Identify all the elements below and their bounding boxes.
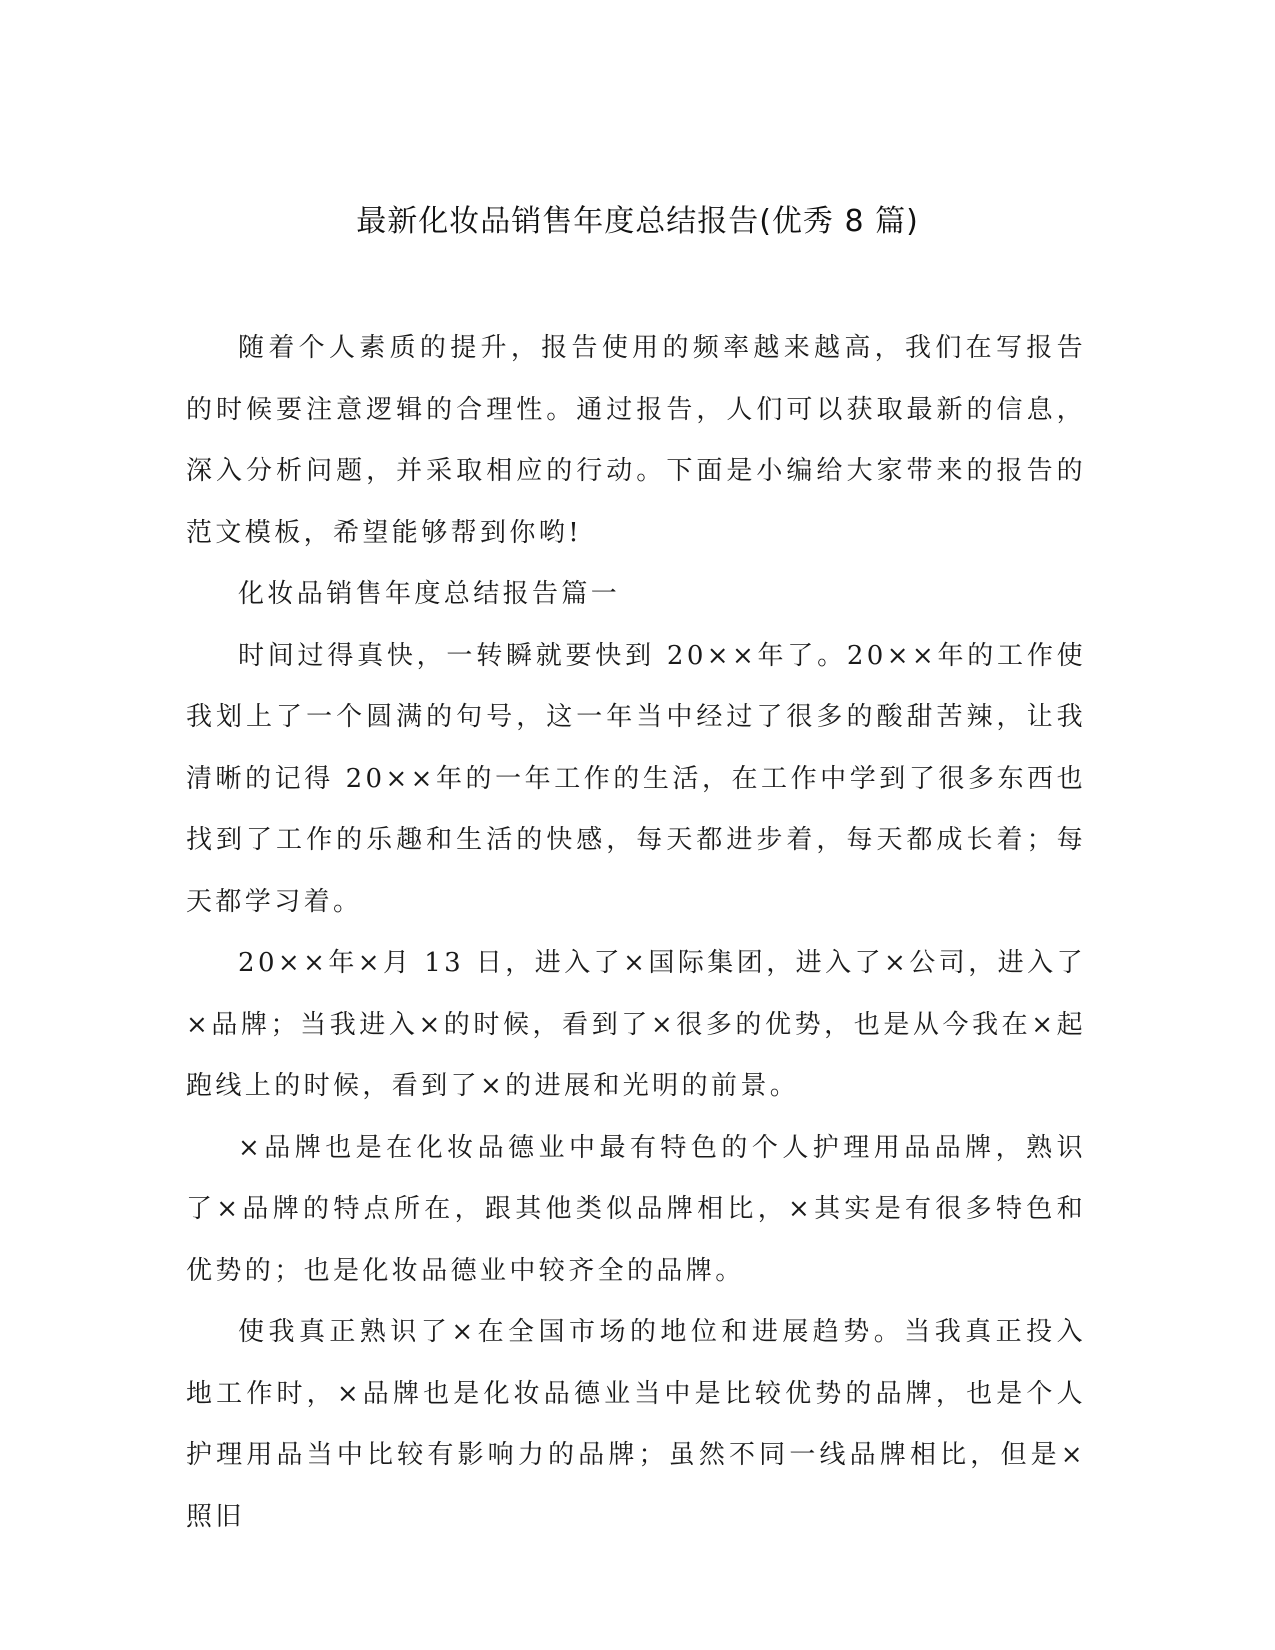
body-paragraph-1: 时间过得真快，一转瞬就要快到 20××年了。20××年的工作使我划上了一个圆满的句号，这一年当中经过了很多的酸甜苦辣，让我清晰的记得 20××年的一年工作的生活，在工作中学到了很多东西也找到了工作的乐趣和生活的快感，每天都进步着，每天都成长着；每天都学习着。: [186, 640, 1086, 917]
document-title: 最新化妆品销售年度总结报告(优秀 8 篇): [356, 204, 919, 239]
body-paragraph-4: 使我真正熟识了×在全国市场的地位和进展趋势。当我真正投入地工作时，×品牌也是化妆品德业当中是比较优势的品牌，也是个人护理用品当中比较有影响力的品牌；虽然不同一线品牌相比，但是×照旧: [186, 1317, 1086, 1532]
section-heading: 化妆品销售年度总结报告篇一: [238, 579, 621, 609]
body-paragraph-2: 20××年×月 13 日，进入了×国际集团，进入了×公司，进入了×品牌；当我进入×的时候，看到了×很多的优势，也是从今我在×起跑线上的时候，看到了×的进展和光明的前景。: [186, 948, 1086, 1101]
document-body: [186, 318, 1086, 1548]
intro-paragraph: 随着个人素质的提升，报告使用的频率越来越高，我们在写报告的时候要注意逻辑的合理性。通过报告，人们可以获取最新的信息，深入分析问题，并采取相应的行动。下面是小编给大家带来的报告的范文模板，希望能够帮到你哟!: [186, 333, 1086, 548]
body-paragraph-3: ×品牌也是在化妆品德业中最有特色的个人护理用品品牌，熟识了×品牌的特点所在，跟其他类似品牌相比，×其实是有很多特色和优势的；也是化妆品德业中较齐全的品牌。: [186, 1132, 1086, 1286]
